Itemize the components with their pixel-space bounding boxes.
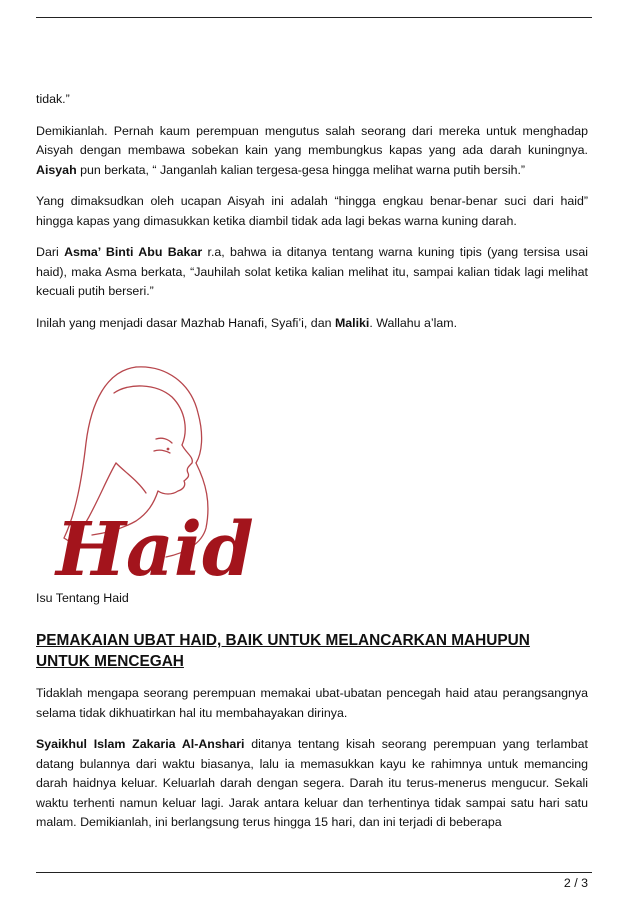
hijab-woman-drawing xyxy=(36,353,253,589)
page-number: 2 / 3 xyxy=(563,876,588,890)
paragraph-5: Inilah yang menjadi dasar Mazhab Hanafi, Syafi’i, dan Maliki. Wallahu a’lam. xyxy=(36,315,458,330)
bold-name-asma: Asma’ Binti Abu Bakar xyxy=(64,245,203,259)
section-heading: PEMAKAIAN UBAT HAID, BAIK UNTUK MELANCARKAN MAHUPUN UNTUK MENCEGAH xyxy=(36,632,530,670)
page-body xyxy=(36,90,588,833)
figure-caption: Isu Tentang Haid xyxy=(36,591,129,605)
haid-illustration xyxy=(36,353,253,589)
bold-name-aisyah: Aisyah xyxy=(36,162,77,177)
paragraph-2: Demikianlah. Pernah kaum perempuan mengutus salah seorang dari mereka untuk menghadap Aisyah dengan membawa sobekan kain yang membungkus kapas yang ada darah kuningnya. Aisyah pun berkata, “ Janganlah kalian tergesa-gesa hingga melihat warna putih bersih.” xyxy=(36,123,588,177)
paragraph-3: Yang dimaksudkan oleh ucapan Aisyah ini adalah “hingga engkau benar-benar suci dari haid” hingga kapas yang dimasukkan ketika diambil tidak ada lagi bekas warna kuning darah. xyxy=(36,194,588,228)
paragraph-1: tidak.” xyxy=(36,92,70,106)
bold-name-zakaria: Syaikhul Islam Zakaria Al-Anshari xyxy=(36,737,245,751)
paragraph-4: Dari Asma’ Binti Abu Bakar r.a, bahwa ia ditanya tentang warna kuning tipis (yang tersisa usai haid), maka Asma berkata, “Jauhilah solat ketika kalian melihat itu, sampai kalian tidak lagi melihat kecuali putih berseri.” xyxy=(36,245,588,298)
footer-rule xyxy=(36,872,592,873)
bold-name-maliki: Maliki xyxy=(334,315,370,330)
header-rule xyxy=(36,17,592,18)
haid-title-word: Haid xyxy=(56,507,253,589)
paragraph-6: Tidaklah mengapa seorang perempuan memakai ubat-ubatan pencegah haid atau perangsangnya selama tidak dikhuatirkan hal itu membahayakan dirinya. xyxy=(36,686,588,720)
paragraph-7: Syaikhul Islam Zakaria Al-Anshari ditanya tentang kisah seorang perempuan yang terlambat datang bulannya dari waktu biasanya, lalu ia memasukkan kayu ke rahimnya untuk memancing darah haidnya keluar. Keluarlah darah dengan segera. Darah itu terus-menerus mengucur. Sekali waktu terhenti namun keluar lagi. Jarak antara keluar dan terhentinya tidak sampai satu hari satu malam. Demikianlah, ini berlangsung terus hingga 15 hari, dan ini terjadi di beberapa xyxy=(36,737,588,829)
